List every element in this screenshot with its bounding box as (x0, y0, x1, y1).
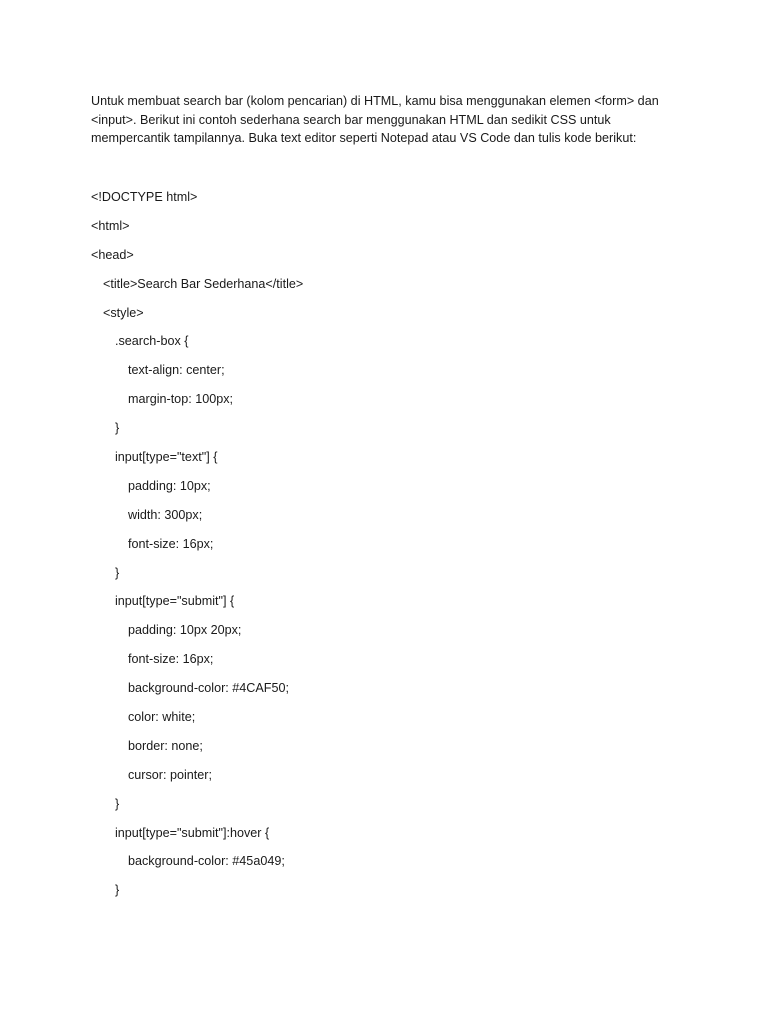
code-line: input[type="text"] { (115, 450, 218, 465)
code-line: padding: 10px 20px; (128, 623, 242, 638)
intro-line: <input>. Berikut ini contoh sederhana search bar menggunakan HTML dan sedikit CSS untuk (91, 112, 611, 127)
code-line: color: white; (128, 710, 196, 725)
code-line: width: 300px; (128, 507, 203, 522)
code-line: <html> (91, 218, 130, 233)
code-line: <!DOCTYPE html> (91, 190, 198, 204)
code-line: } (115, 565, 120, 580)
code-line: background-color: #45a049; (128, 854, 285, 869)
code-line: .search-box { (115, 334, 189, 349)
code-listing (91, 187, 303, 909)
code-line: <head> (91, 247, 134, 262)
code-line: border: none; (128, 738, 203, 753)
code-line: font-size: 16px; (128, 536, 214, 551)
code-line: <style> (103, 305, 144, 320)
code-line: } (115, 796, 120, 811)
code-line: input[type="submit"] { (115, 594, 235, 609)
code-line: padding: 10px; (128, 478, 211, 493)
code-line: margin-top: 100px; (128, 392, 234, 407)
code-line: cursor: pointer; (128, 767, 212, 782)
code-line: } (115, 883, 120, 898)
code-line: } (115, 421, 120, 436)
code-line: text-align: center; (128, 363, 225, 378)
intro-line: Untuk membuat search bar (kolom pencarian) di HTML, kamu bisa menggunakan elemen <form> dan (91, 94, 659, 108)
code-line: font-size: 16px; (128, 652, 214, 667)
intro-paragraph (91, 92, 681, 148)
intro-line: mempercantik tampilannya. Buka text editor seperti Notepad atau VS Code dan tulis kode berikut: (91, 131, 637, 145)
code-line: background-color: #4CAF50; (128, 681, 290, 696)
code-line: input[type="submit"]:hover { (115, 825, 270, 840)
code-line: <title>Search Bar Sederhana</title> (103, 276, 304, 291)
